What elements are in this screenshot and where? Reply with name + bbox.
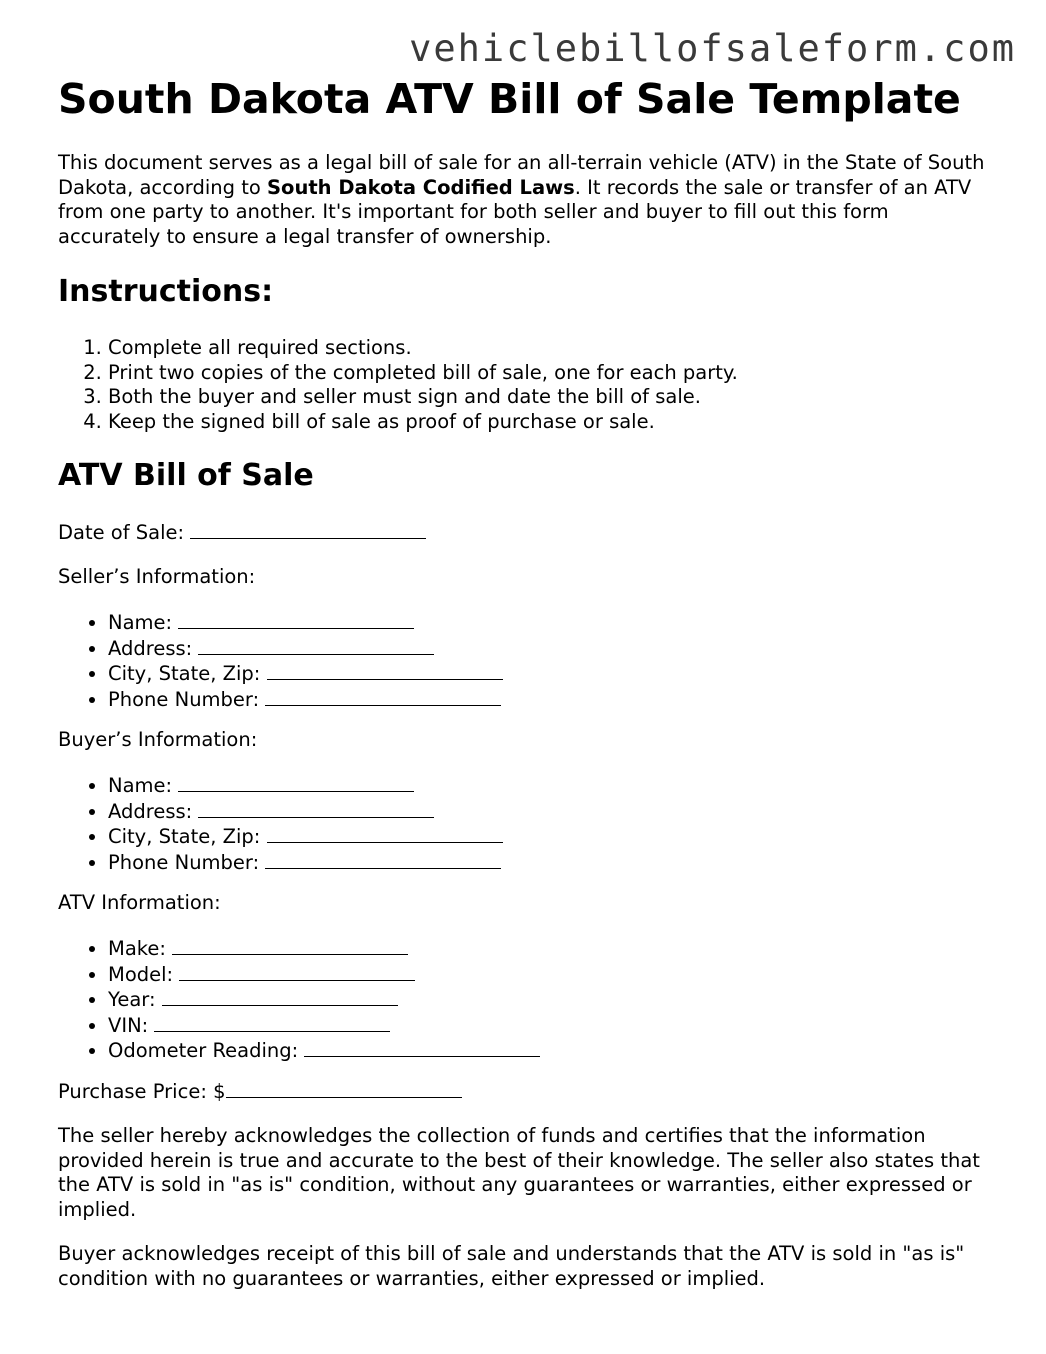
seller-phone-blank[interactable]: [265, 687, 501, 706]
buyer-name-item: [108, 773, 503, 799]
buyer-info-heading: Buyer’s Information:: [58, 728, 258, 751]
atv-year-item: [108, 987, 540, 1013]
instructions-heading: Instructions:: [58, 274, 274, 309]
intro-text-after: . It records the sale or transfer of an ATV from one party to another. It's important for both seller and buyer to fill out this form accurately to ensure a legal transfer of ownership.: [58, 175, 972, 248]
instruction-step: 4. Keep the signed bill of sale as proof of purchase or sale.: [108, 410, 738, 435]
atv-odometer-item: [108, 1038, 540, 1064]
field-label: Name:: [108, 611, 179, 634]
seller-name-item: [108, 610, 503, 636]
field-label: City, State, Zip:: [108, 825, 267, 848]
field-label: Address:: [108, 799, 199, 823]
atv-info-heading: ATV Information:: [58, 891, 221, 914]
seller-info-heading: Seller’s Information:: [58, 565, 256, 588]
intro-paragraph: [58, 151, 993, 249]
purchase-price-label: Purchase Price: $: [58, 1080, 226, 1103]
field-label: City, State, Zip:: [108, 662, 267, 685]
date-of-sale-label: Date of Sale:: [58, 521, 191, 544]
page-title: South Dakota ATV Bill of Sale Template: [58, 75, 961, 123]
atv-vin-item: [108, 1013, 540, 1039]
seller-address-item: [108, 636, 503, 662]
seller-address-blank[interactable]: [198, 636, 434, 655]
buyer-info-list: [108, 773, 503, 875]
buyer-address-item: [108, 799, 503, 825]
instruction-step: 3. Both the buyer and seller must sign and date the bill of sale.: [108, 385, 738, 410]
seller-name-blank[interactable]: [178, 610, 414, 629]
date-of-sale-line: [58, 520, 426, 546]
field-label: Name:: [108, 774, 179, 797]
atv-info-list: [108, 936, 540, 1064]
seller-city-item: [108, 661, 503, 687]
atv-year-blank[interactable]: [162, 987, 398, 1006]
field-label: Model:: [108, 962, 180, 986]
atv-odometer-blank[interactable]: [304, 1038, 540, 1057]
purchase-price-line: [58, 1079, 462, 1105]
atv-make-blank[interactable]: [172, 936, 408, 955]
bill-of-sale-heading: ATV Bill of Sale: [58, 458, 314, 493]
atv-vin-blank[interactable]: [154, 1013, 390, 1032]
seller-info-list: [108, 610, 503, 712]
field-label: VIN:: [108, 1013, 155, 1037]
field-label: Phone Number:: [108, 687, 266, 711]
buyer-address-blank[interactable]: [198, 799, 434, 818]
date-of-sale-blank[interactable]: [190, 520, 426, 539]
buyer-name-blank[interactable]: [178, 773, 414, 792]
buyer-phone-blank[interactable]: [265, 850, 501, 869]
atv-model-blank[interactable]: [179, 962, 415, 981]
field-label: Make:: [108, 937, 173, 960]
instruction-step: 1. Complete all required sections.: [108, 336, 738, 361]
buyer-city-item: [108, 824, 503, 850]
atv-model-item: [108, 962, 540, 988]
field-label: Year:: [108, 988, 162, 1011]
field-label: Address:: [108, 636, 199, 660]
instructions-list: [108, 336, 738, 434]
field-label: Odometer Reading:: [108, 1039, 305, 1062]
field-label: Phone Number:: [108, 850, 266, 874]
seller-acknowledgment: The seller hereby acknowledges the collection of funds and certifies that the information provided herein is true and accurate to the best of their knowledge. The seller also states that the ATV is sold in "as is" condition, without any guarantees or warranties, either expressed or implied.: [58, 1124, 980, 1221]
seller-phone-item: [108, 687, 503, 713]
buyer-acknowledgment: Buyer acknowledges receipt of this bill of sale and understands that the ATV is sold in "as is" condition with no guarantees or warranties, either expressed or implied.: [58, 1242, 965, 1290]
purchase-price-blank[interactable]: [226, 1079, 462, 1098]
atv-make-item: [108, 936, 540, 962]
intro-text-before: This document serves as a legal bill of sale for an all-terrain vehicle (ATV) in the State of South Dakota, according to: [58, 151, 985, 199]
watermark-text: vehiclebillofsaleform.com: [409, 27, 1016, 70]
intro-text-bold: South Dakota Codified Laws: [267, 175, 575, 199]
buyer-city-blank[interactable]: [267, 824, 503, 843]
seller-city-blank[interactable]: [267, 661, 503, 680]
instruction-step: 2. Print two copies of the completed bill of sale, one for each party.: [108, 361, 738, 386]
buyer-phone-item: [108, 850, 503, 876]
